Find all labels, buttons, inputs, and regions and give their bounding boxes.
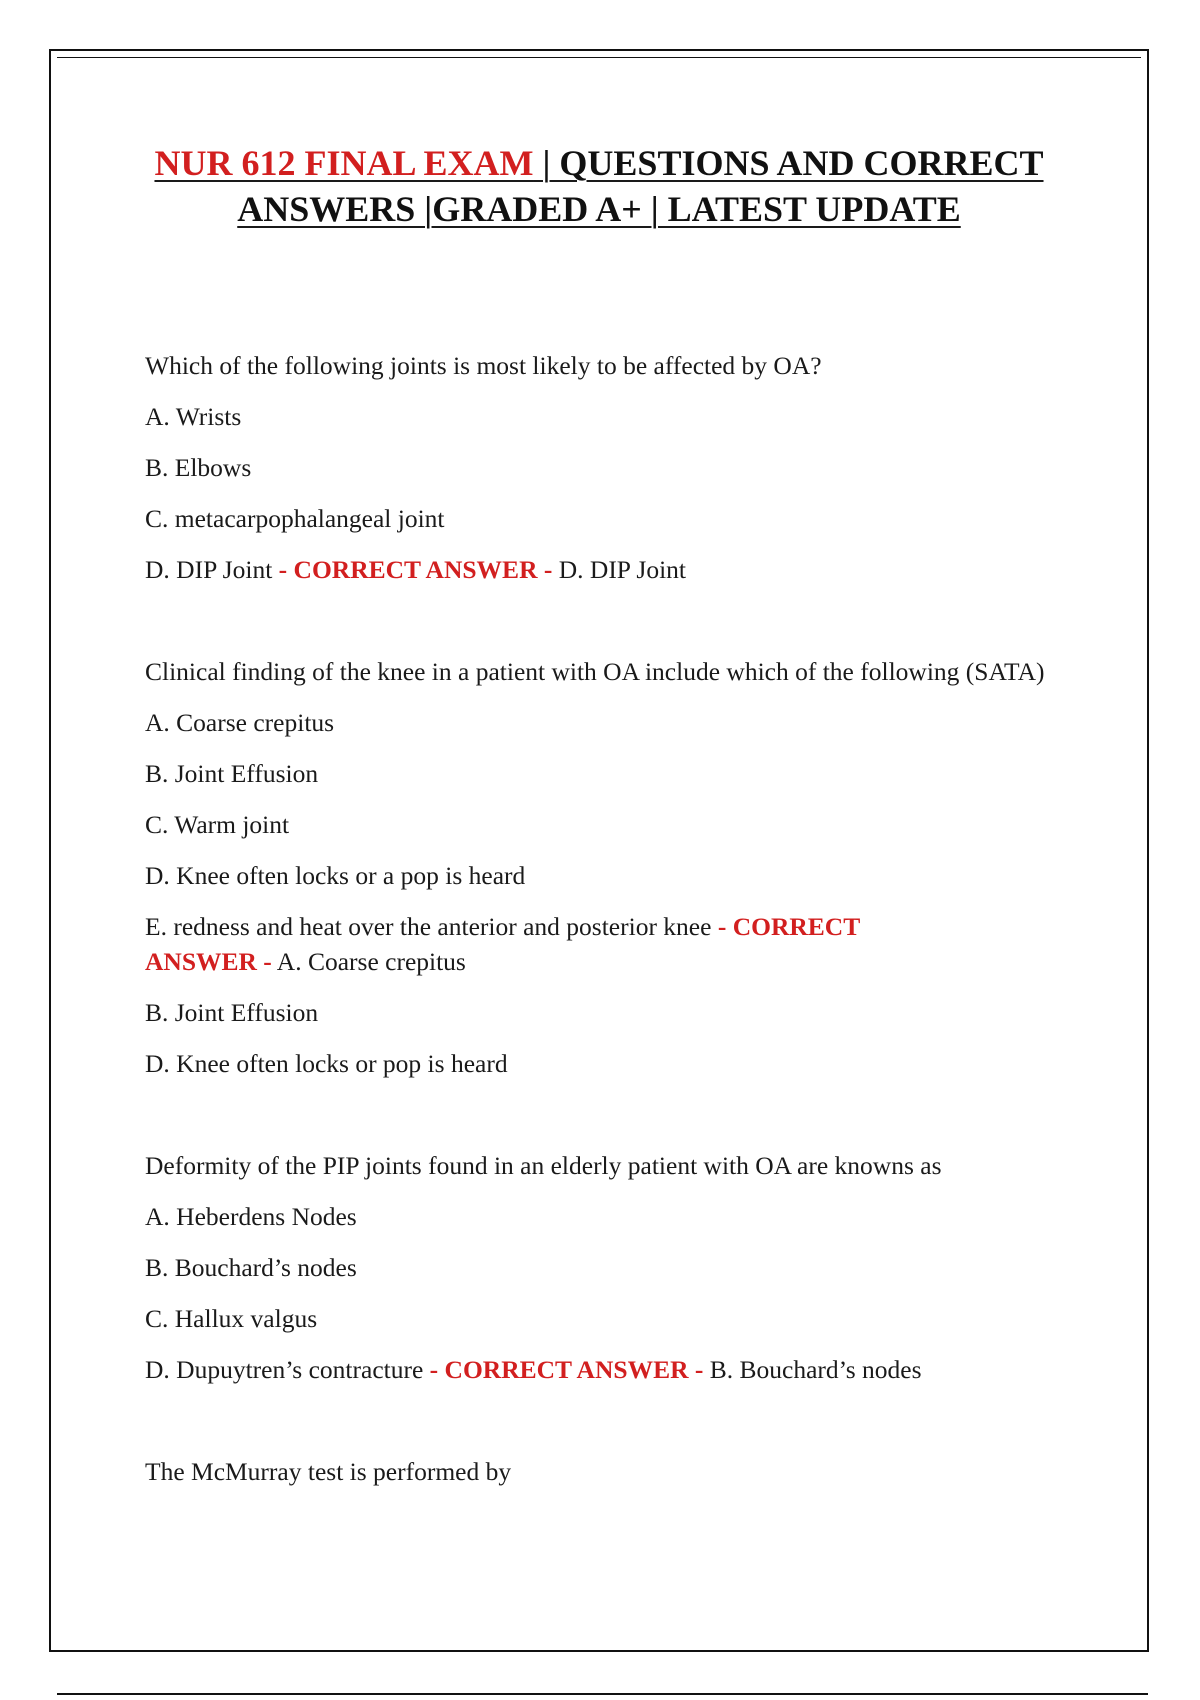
title-line-2: ANSWERS |GRADED A+ | LATEST UPDATE (237, 189, 961, 229)
answer-line: D. Knee often locks or pop is heard (145, 1049, 508, 1078)
question-prompt: Which of the following joints is most likely to be affected by OA? (145, 351, 822, 380)
option-e-with-answer (145, 909, 945, 979)
question-block-3 (145, 1148, 1065, 1387)
option-a: A. Coarse crepitus (145, 708, 335, 737)
correct-answer-marker: - CORRECT ANSWER - (145, 912, 860, 976)
answer-text: A. Coarse crepitus (276, 947, 466, 976)
question-block-1 (145, 348, 1065, 587)
option-b: B. Bouchard’s nodes (145, 1253, 357, 1282)
answer-line: B. Joint Effusion (145, 998, 319, 1027)
question-prompt: The McMurray test is performed by (145, 1457, 512, 1486)
option-d-with-answer (145, 1352, 1065, 1387)
footer-rule (57, 1693, 1148, 1695)
correct-answer-marker: - CORRECT ANSWER - (429, 1355, 704, 1384)
answer-text: D. DIP Joint (558, 555, 687, 584)
option-d: D. Knee often locks or a pop is heard (145, 861, 526, 890)
option-d: D. DIP Joint (145, 555, 273, 584)
option-c: C. Warm joint (145, 810, 290, 839)
option-b: B. Joint Effusion (145, 759, 319, 788)
option-d: D. Dupuytren’s contracture (145, 1355, 424, 1384)
title-course-code: NUR 612 FINAL EXAM (154, 143, 534, 183)
top-double-rule (57, 57, 1141, 58)
question-prompt: Deformity of the PIP joints found in an elderly patient with OA are knowns as (145, 1151, 942, 1180)
question-prompt: Clinical finding of the knee in a patient with OA include which of the following (SATA) (145, 657, 1045, 686)
question-block-2 (145, 654, 1065, 1081)
title-line-1-rest: | QUESTIONS AND CORRECT (533, 143, 1044, 183)
option-a: A. Wrists (145, 402, 242, 431)
option-b: B. Elbows (145, 453, 252, 482)
option-c: C. Hallux valgus (145, 1304, 318, 1333)
option-a: A. Heberdens Nodes (145, 1202, 357, 1231)
exam-content (145, 348, 1065, 1505)
correct-answer-marker: - CORRECT ANSWER - (278, 555, 553, 584)
question-block-4 (145, 1454, 1065, 1489)
option-c: C. metacarpophalangeal joint (145, 504, 445, 533)
document-title (49, 140, 1149, 232)
answer-text: B. Bouchard’s nodes (709, 1355, 922, 1384)
option-e: E. redness and heat over the anterior and posterior knee (145, 912, 712, 941)
option-d-with-answer (145, 552, 1065, 587)
